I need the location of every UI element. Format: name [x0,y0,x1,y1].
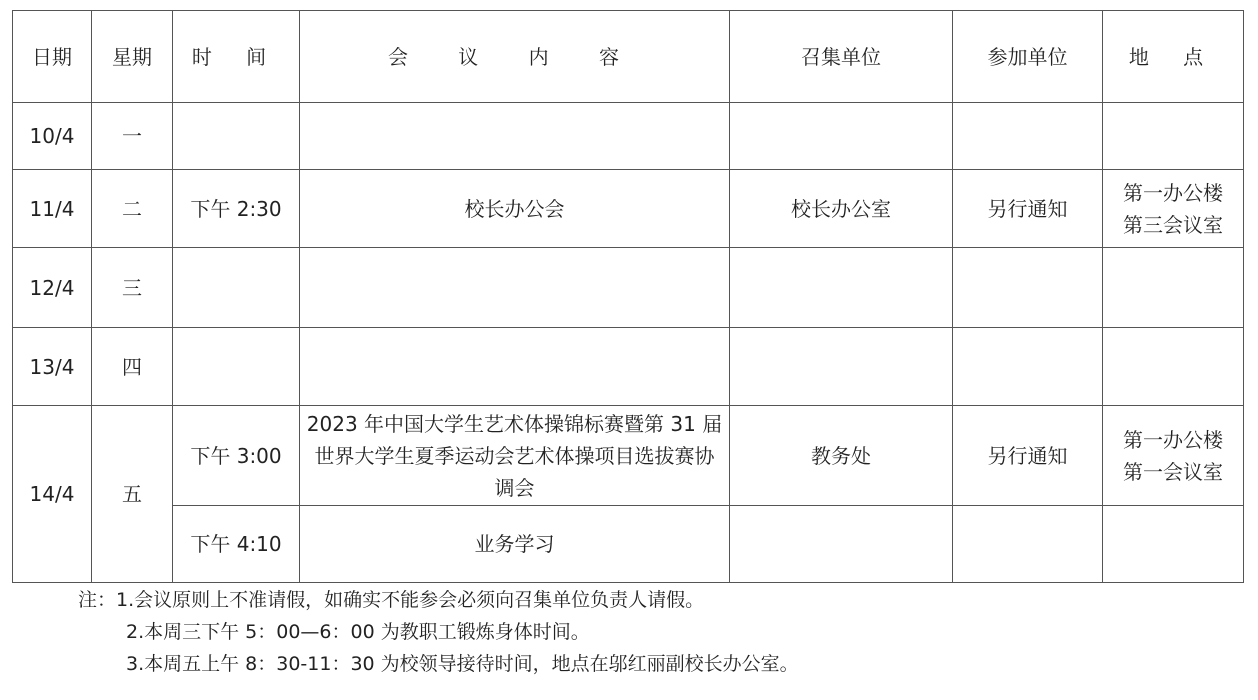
weekday-cell: 四 [92,328,173,406]
date-cell: 14/4 [13,406,92,583]
note-1: 注：1.会议原则上不准请假，如确实不能参会必须向召集单位负责人请假。 [78,589,705,611]
content-cell [300,328,730,406]
content-cell [300,103,730,170]
location-cell [1103,506,1244,583]
header-convener: 召集单位 [730,11,953,103]
weekday-cell: 五 [92,406,173,583]
table-row [13,328,1244,406]
weekday-cell: 三 [92,248,173,328]
convener-cell [730,328,953,406]
participants-cell [953,248,1103,328]
weekday-cell: 二 [92,170,173,248]
header-date: 日期 [13,11,92,103]
participants-cell: 另行通知 [953,170,1103,248]
header-participants: 参加单位 [953,11,1103,103]
content-cell [300,248,730,328]
time-cell [173,248,300,328]
table-row [13,406,1244,506]
location-cell [1103,406,1244,506]
table-row [13,506,1244,583]
note-3: 3.本周五上午 8：30-11：30 为校领导接待时间，地点在邬红丽副校长办公室。 [126,653,799,675]
date-cell: 11/4 [13,170,92,248]
location-room: 第三会议室 [1123,212,1223,237]
content-cell: 2023 年中国大学生艺术体操锦标赛暨第 31 届世界大学生夏季运动会艺术体操项目选拔赛协调会 [300,406,730,506]
convener-cell [730,248,953,328]
time-cell: 下午 2:30 [173,170,300,248]
time-cell [173,103,300,170]
table-row [13,170,1244,248]
convener-cell: 教务处 [730,406,953,506]
time-cell: 下午 4:10 [173,506,300,583]
location-cell [1103,103,1244,170]
location-building: 第一办公楼 [1123,180,1223,205]
weekday-cell: 一 [92,103,173,170]
location-cell [1103,328,1244,406]
header-weekday: 星期 [92,11,173,103]
date-cell: 13/4 [13,328,92,406]
table-row [13,103,1244,170]
participants-cell [953,328,1103,406]
content-cell: 校长办公会 [300,170,730,248]
header-time: 时 间 [173,11,300,103]
meeting-schedule-table [12,10,1244,583]
location-room: 第一会议室 [1123,459,1223,484]
header-row [13,11,1244,103]
location-building: 第一办公楼 [1123,427,1223,452]
convener-cell [730,506,953,583]
time-cell: 下午 3:00 [173,406,300,506]
date-cell: 12/4 [13,248,92,328]
date-cell: 10/4 [13,103,92,170]
header-location: 地 点 [1103,11,1244,103]
location-cell [1103,170,1244,248]
table-row [13,248,1244,328]
content-cell: 业务学习 [300,506,730,583]
convener-cell: 校长办公室 [730,170,953,248]
convener-cell [730,103,953,170]
location-cell [1103,248,1244,328]
note-2: 2.本周三下午 5：00—6：00 为教职工锻炼身体时间。 [126,621,590,643]
participants-cell [953,103,1103,170]
notes-section [78,584,799,680]
time-cell [173,328,300,406]
participants-cell: 另行通知 [953,406,1103,506]
header-content: 会 议 内 容 [300,11,730,103]
participants-cell [953,506,1103,583]
